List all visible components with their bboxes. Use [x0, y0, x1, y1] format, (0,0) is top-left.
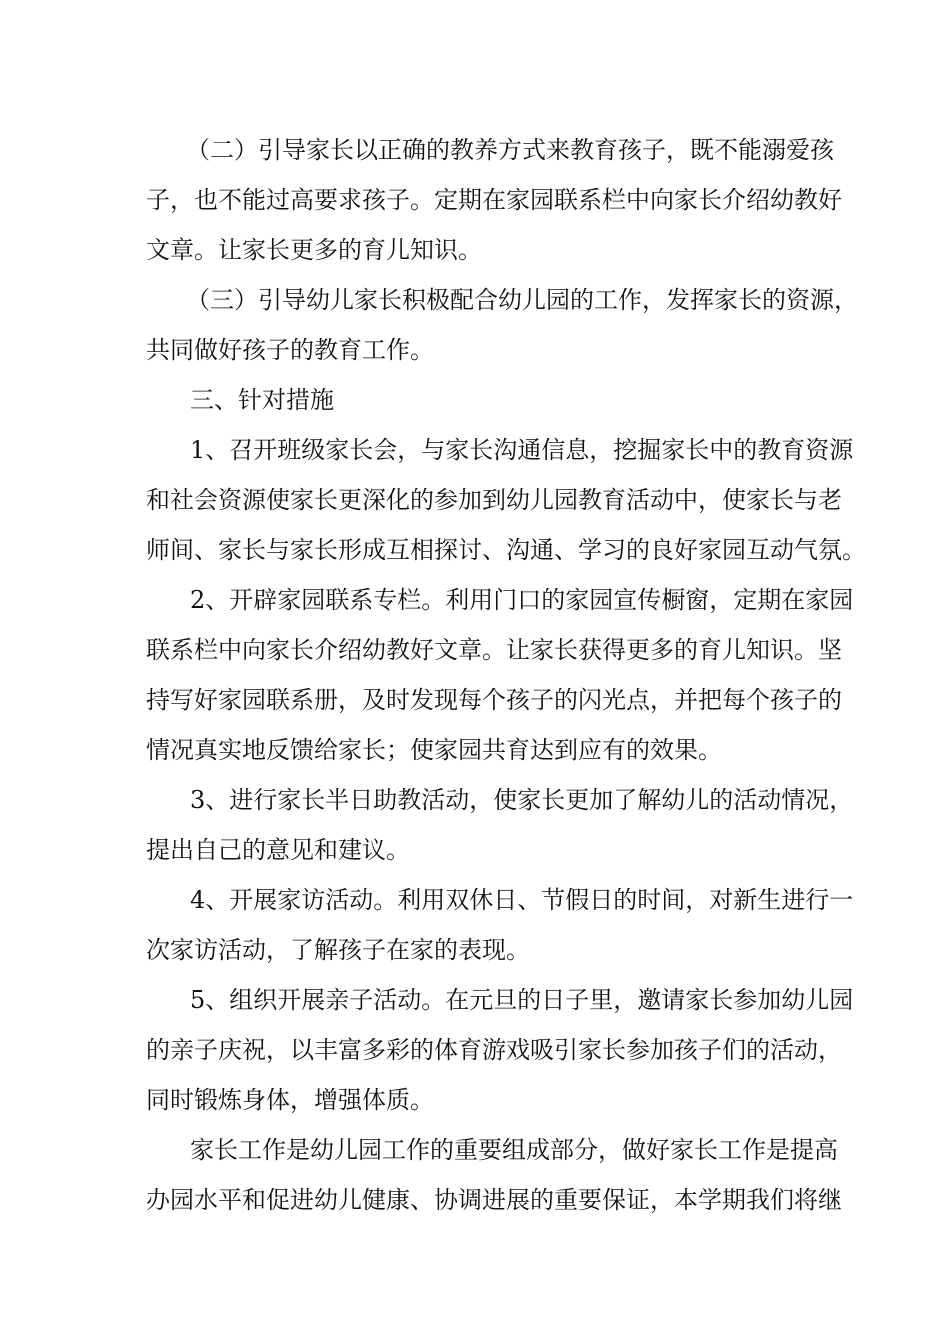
text-line: 联系栏中向家长介绍幼教好文章。让家长获得更多的育儿知识。坚 — [146, 636, 842, 664]
text-line: 的亲子庆祝，以丰富多彩的体育游戏吸引家长参加孩子们的活动， — [146, 1036, 842, 1064]
text-line: 文章。让家长更多的育儿知识。 — [146, 236, 482, 264]
text-line: 2、开辟家园联系专栏。利用门口的家园宣传橱窗，定期在家园 — [190, 586, 854, 614]
text-line: 4、开展家访活动。利用双休日、节假日的时间，对新生进行一 — [190, 886, 854, 914]
text-line: 5、组织开展亲子活动。在元旦的日子里，邀请家长参加幼儿园 — [190, 986, 854, 1014]
text-line: 次家访活动，了解孩子在家的表现。 — [146, 936, 530, 964]
text-line: 1、召开班级家长会，与家长沟通信息，挖掘家长中的教育资源 — [190, 436, 854, 464]
text-line: 办园水平和促进幼儿健康、协调进展的重要保证，本学期我们将继 — [146, 1186, 842, 1214]
text-line: 同时锻炼身体，增强体质。 — [146, 1086, 434, 1114]
text-line: 提出自己的意见和建议。 — [146, 836, 410, 864]
text-line: 持写好家园联系册，及时发现每个孩子的闪光点，并把每个孩子的 — [146, 686, 842, 714]
text-line: 子，也不能过高要求孩子。定期在家园联系栏中向家长介绍幼教好 — [146, 186, 842, 214]
text-line: （二）引导家长以正确的教养方式来教育孩子，既不能溺爱孩 — [186, 136, 834, 164]
text-line: 师间、家长与家长形成互相探讨、沟通、学习的良好家园互动气氛。 — [146, 536, 866, 564]
text-line: 3、进行家长半日助教活动，使家长更加了解幼儿的活动情况， — [190, 786, 854, 814]
text-line: 和社会资源使家长更深化的参加到幼儿园教育活动中，使家长与老 — [146, 486, 842, 514]
text-line: 家长工作是幼儿园工作的重要组成部分，做好家长工作是提高 — [190, 1136, 838, 1164]
text-line: （三）引导幼儿家长积极配合幼儿园的工作，发挥家长的资源， — [186, 286, 858, 314]
section-heading: 三、针对措施 — [190, 386, 334, 414]
text-line: 情况真实地反馈给家长；使家园共育达到应有的效果。 — [146, 736, 722, 764]
text-line: 共同做好孩子的教育工作。 — [146, 336, 434, 364]
